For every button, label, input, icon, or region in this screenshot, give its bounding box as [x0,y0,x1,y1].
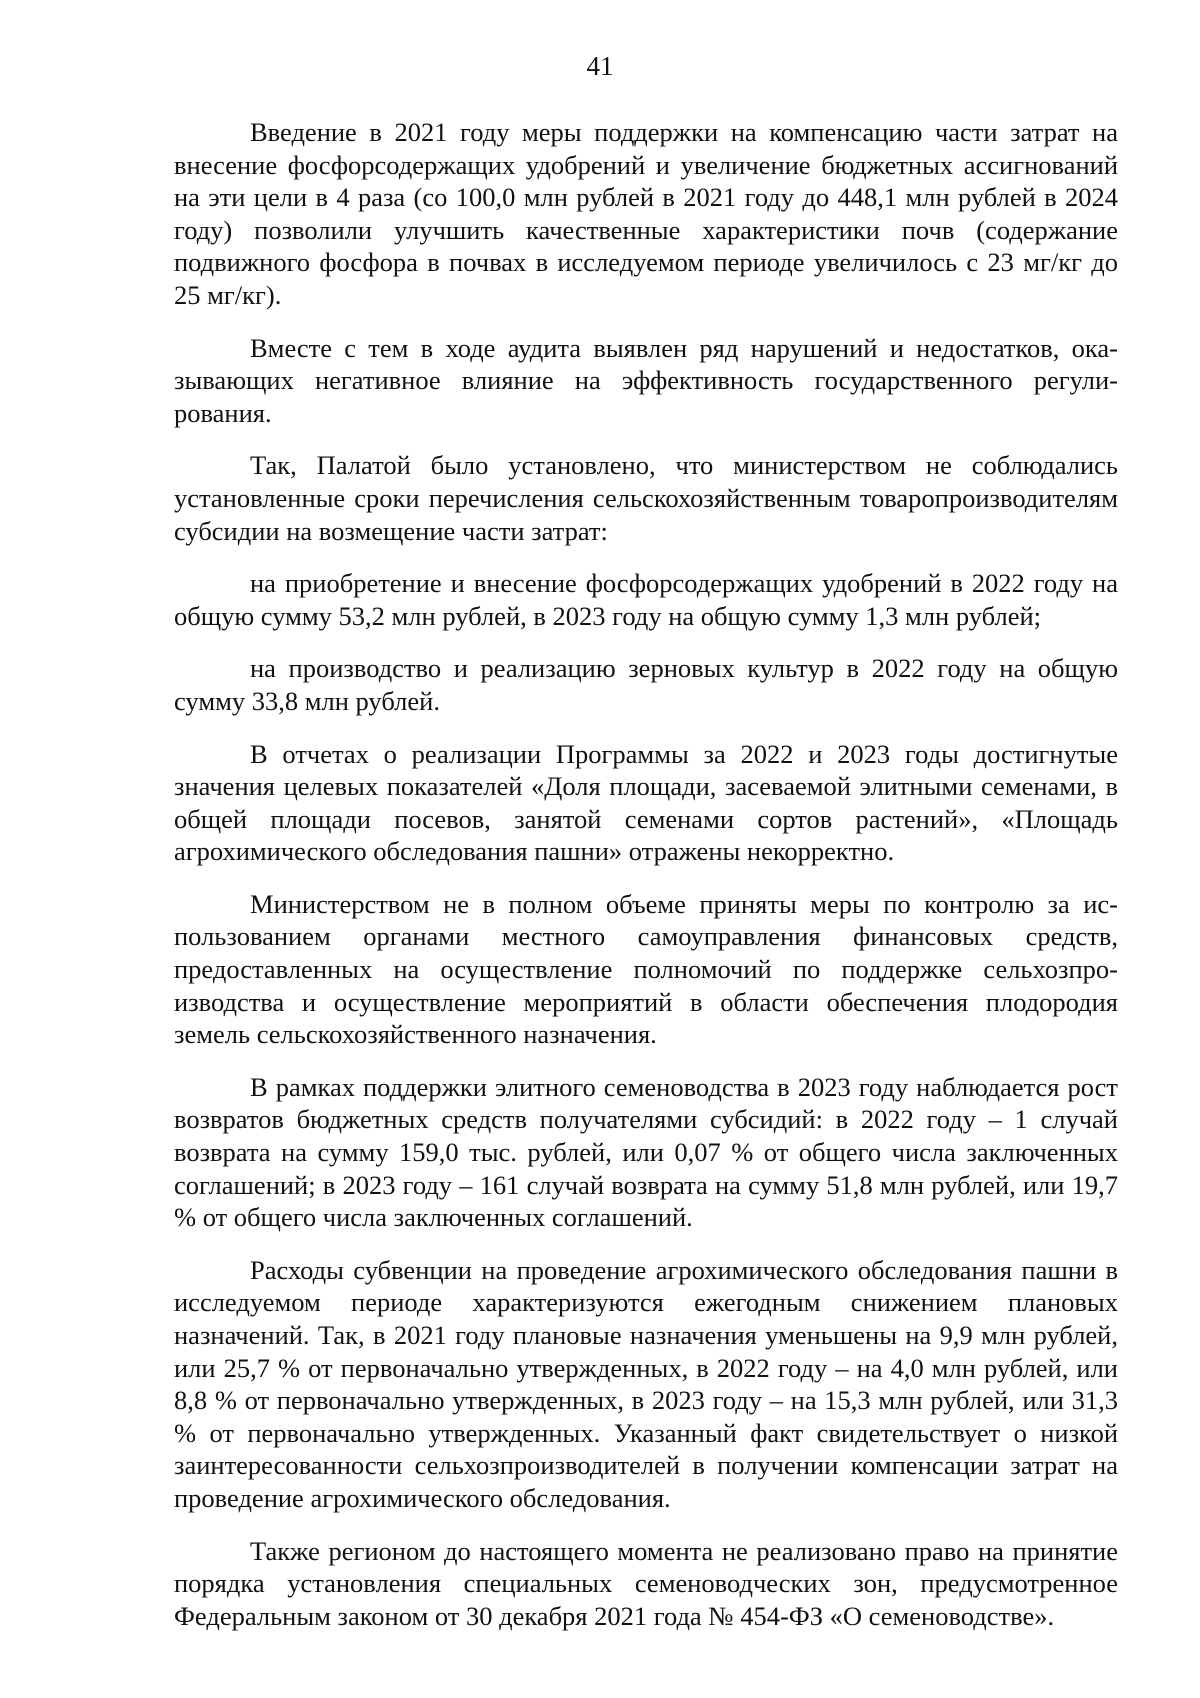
paragraph-subsidy-deadlines: Так, Палатой было установлено, что министерством не соблюдались установленные сроки перечисления сельскохозяйственным товаропроизводителям субсидии на возмещение части затрат: [174,450,1118,546]
paragraph-fertilizer-subsidy: на приобретение и внесение фосфорсодержащих удобрений в 2022 году на общую сумму 53,2 млн рублей, в 2023 году на общую сумму 1,3 млн рублей; [174,568,1118,631]
paragraph-elite-seeds-returns: В рамках поддержки элитного семеноводства в 2023 году наблюдается рост возвратов бюджетных средств получателями субсидий: в 2022 году – 1 случай возврата на сумму 159,0 тыс. рублей, или 0,07 % от общего числа заключенных соглашений; в 2023 году – 161 случай возврата на сумму 51,8 млн рублей, или 19,7 % от общего числа заключенных соглашений. [174,1071,1118,1233]
paragraph-program-reports: В отчетах о реализации Программы за 2022 и 2023 годы достигнутые значения целевых показателей «Доля площади, засеваемой элитными семенами, в общей площади посевов, занятой семенами сортов растений», «Площадь агрохимического обследования пашни» отражены некорректно. [174,738,1118,867]
document-body [174,116,1118,1652]
paragraph-audit-violations: Вместе с тем в ходе аудита выявлен ряд нарушений и недостатков, оказывающих негативное влияние на эффективность государственного регулирования. [174,332,1118,428]
paragraph-municipal-control: Министерством не в полном объеме приняты меры по контролю за использованием органами местного самоуправления финансовых средств, предоставленных на осуществление полномочий по поддержке сельхозпроизводства и осуществление мероприятий в области обеспечения плодородия земель сельскохозяйственного назначения. [174,888,1118,1050]
paragraph-agrochemical-survey: Расходы субвенции на проведение агрохимического обследования пашни в исследуемом периоде характеризуются ежегодным снижением плановых назначений. Так, в 2021 году плановые назначения уменьшены на 9,9 млн рублей, или 25,7 % от первоначально утвержденных, в 2022 году – на 4,0 млн рублей, или 8,8 % от первоначально утвержденных, в 2023 году – на 15,3 млн рублей, или 31,3 % от первоначально утвержденных. Указанный факт свидетельствует о низкой заинтересованности сельхозпроизводителей в получении компенсации затрат на проведение агрохимического обследования. [174,1254,1118,1513]
page-number: 41 [586,51,614,81]
paragraph-grain-subsidy: на производство и реализацию зерновых культур в 2022 году на общую сумму 33,8 млн рублей. [174,653,1118,716]
paragraph-phosphorus-support: Введение в 2021 году меры поддержки на компенсацию части затрат на внесение фосфорсодержащих удобрений и увеличение бюджетных ассигнований на эти цели в 4 раза (со 100,0 млн рублей в 2021 году до 448,1 млн рублей в 2024 году) позволили улучшить качественные характеристики почв (содержание подвижного фосфора в почвах в исследуемом периоде увеличилось с 23 мг/кг до 25 мг/кг). [174,117,1118,310]
paragraph-seed-zones: Также регионом до настоящего момента не реализовано право на принятие порядка установления специальных семеноводческих зон, предусмотренное Федеральным законом от 30 декабря 2021 года № 454-ФЗ «О семеноводстве». [174,1535,1118,1631]
